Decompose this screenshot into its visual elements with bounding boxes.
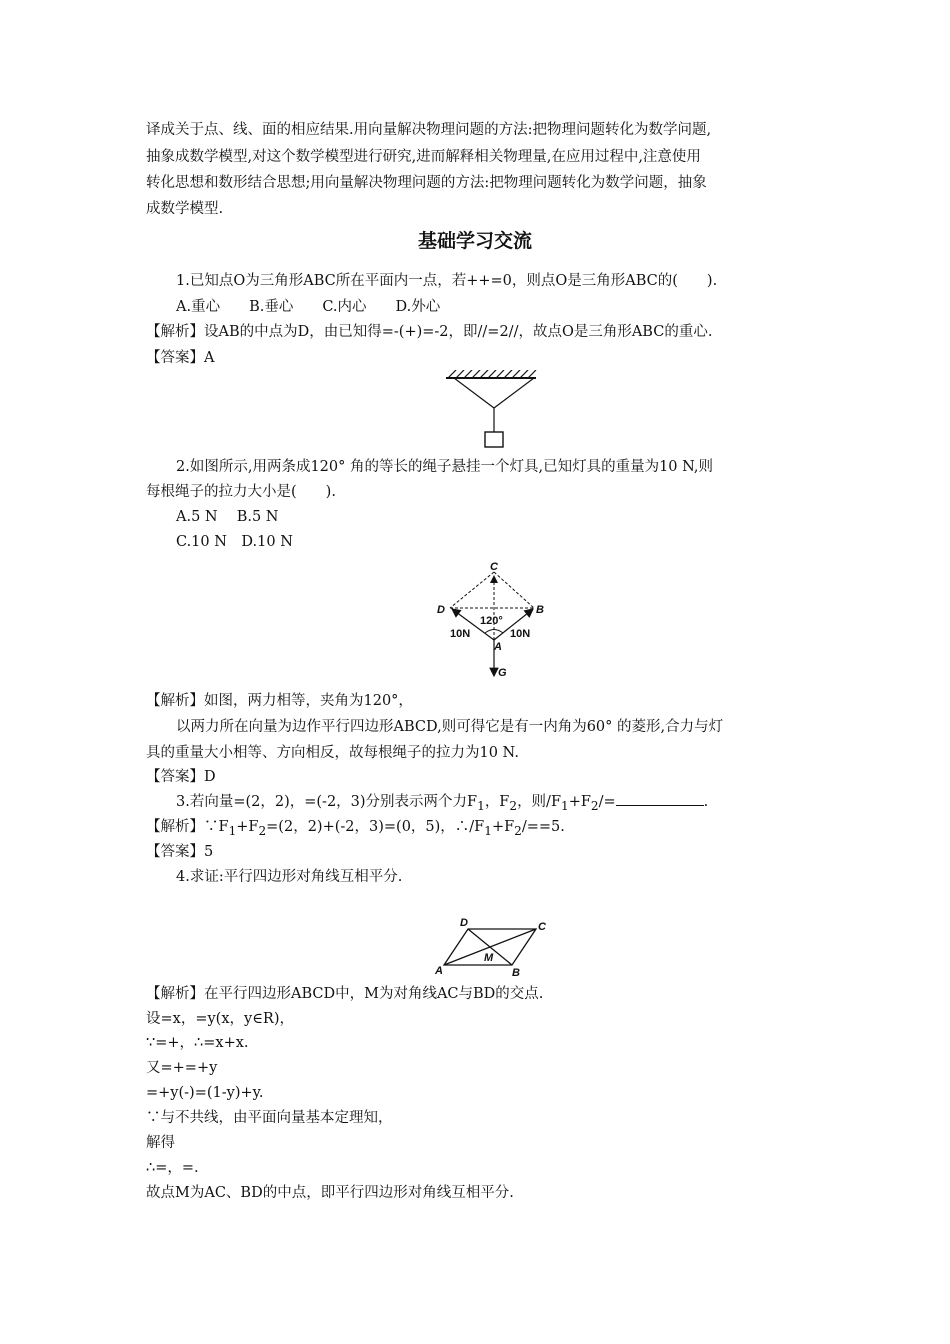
q4-line-7: 解得 xyxy=(146,1135,175,1151)
q4-line-2: 设=x，=y(x，y∈R)， xyxy=(146,1011,295,1027)
label-force-right: 10N xyxy=(510,628,531,640)
label-d: D xyxy=(460,917,468,929)
q4-line-3: ∵=+，∴=x+x. xyxy=(146,1035,249,1051)
q3-stem-a: 3.若向量=(2，2)，=(-2，3)分别表示两个力F xyxy=(176,794,478,810)
parallelogram-figure xyxy=(432,915,552,977)
q2-options-1: A.5 N B.5 N xyxy=(176,509,279,525)
q4-line-4: 又=+=+y xyxy=(146,1060,218,1076)
q3-stem-d: +F xyxy=(568,794,591,810)
q2-analysis-3: 具的重量大小相等、方向相反，故每根绳子的拉力为10 N. xyxy=(146,745,519,761)
q4-line-9: 故点M为AC、BD的中点，即平行四边形对角线互相平分. xyxy=(146,1185,514,1201)
hanging-lamp-figure xyxy=(440,370,540,452)
label-b: B xyxy=(512,967,520,977)
section-title: 基础学习交流 xyxy=(417,230,532,252)
sub: 1 xyxy=(477,798,485,813)
sub: 1 xyxy=(561,798,569,813)
answer-blank[interactable] xyxy=(616,791,704,806)
q1-stem: 1.已知点O为三角形ABC所在平面内一点，若++=0，则点O是三角形ABC的( ). xyxy=(176,273,718,289)
q1-answer: 【答案】A xyxy=(146,350,215,366)
label-m: M xyxy=(484,952,494,964)
q4-stem: 4.求证:平行四边形对角线互相平分. xyxy=(176,869,403,885)
sub: 1 xyxy=(484,823,492,838)
force-parallelogram-figure xyxy=(430,560,560,685)
intro-line-4: 成数学模型. xyxy=(146,201,224,217)
q3-analysis-a: 【解析】∵F xyxy=(146,819,229,835)
q4-line-8: ∴=，=. xyxy=(146,1160,199,1176)
sub: 1 xyxy=(228,823,237,838)
q2-stem-1: 2.如图所示,用两条成120° 角的等长的绳子悬挂一个灯具,已知灯具的重量为10 N,则 xyxy=(176,459,714,475)
q3-analysis-c: =(2，2)+(-2，3)=(0，5)，∴/F xyxy=(266,819,485,835)
q3-stem xyxy=(176,791,708,817)
label-b: B xyxy=(536,604,544,616)
q3-answer: 【答案】5 xyxy=(146,844,214,860)
label-angle: 120° xyxy=(480,615,503,627)
q1-options: A.重心 B.垂心 C.内心 D.外心 xyxy=(176,299,441,315)
label-d: D xyxy=(437,604,445,616)
q3-analysis xyxy=(146,816,565,842)
q3-analysis-d: +F xyxy=(491,819,515,835)
intro-line-2: 抽象成数学模型,对这个数学模型进行研究,进而解释相关物理量,在应用过程中,注意使用 xyxy=(146,149,701,165)
q3-analysis-e: /==5. xyxy=(521,819,565,835)
q3-analysis-b: +F xyxy=(236,819,259,835)
q3-stem-c: ，则/F xyxy=(517,794,562,810)
q4-line-6: ∵与不共线，由平面向量基本定理知， xyxy=(146,1110,393,1126)
intro-line-3: 转化思想和数形结合思想;用向量解决物理问题的方法:把物理问题转化为数学问题，抽象 xyxy=(146,175,707,191)
q3-stem-b: ，F xyxy=(484,794,510,810)
label-c: C xyxy=(490,561,498,573)
q3-stem-f: . xyxy=(703,794,709,810)
q4-line-5: =+y(-)=(1-y)+y. xyxy=(146,1085,264,1101)
q4-line-1: 【解析】在平行四边形ABCD中，M为对角线AC与BD的交点. xyxy=(146,986,544,1002)
q2-analysis-1: 【解析】如图，两力相等，夹角为120°， xyxy=(146,693,413,709)
q3-stem-e: /= xyxy=(598,794,616,810)
label-g: G xyxy=(498,667,507,679)
sub: 2 xyxy=(514,823,522,838)
sub: 2 xyxy=(509,798,518,813)
q2-stem-2: 每根绳子的拉力大小是( ). xyxy=(146,484,336,500)
q1-analysis: 【解析】设AB的中点为D，由已知得=-(+)=-2，即//=2//，故点O是三角形ABC的重心. xyxy=(146,324,713,340)
sub: 2 xyxy=(258,823,267,838)
intro-line-1: 译成关于点、线、面的相应结果.用向量解决物理问题的方法:把物理问题转化为数学问题, xyxy=(146,122,712,138)
label-force-left: 10N xyxy=(450,628,471,640)
q2-options-2: C.10 N D.10 N xyxy=(176,534,293,550)
q2-analysis-2: 以两力所在向量为边作平行四边形ABCD,则可得它是有一内角为60° 的菱形,合力与灯 xyxy=(176,719,724,735)
label-a: A xyxy=(494,641,502,653)
q2-answer: 【答案】D xyxy=(146,769,216,785)
label-c: C xyxy=(538,921,546,933)
sub: 2 xyxy=(590,798,599,813)
label-a: A xyxy=(435,965,443,977)
